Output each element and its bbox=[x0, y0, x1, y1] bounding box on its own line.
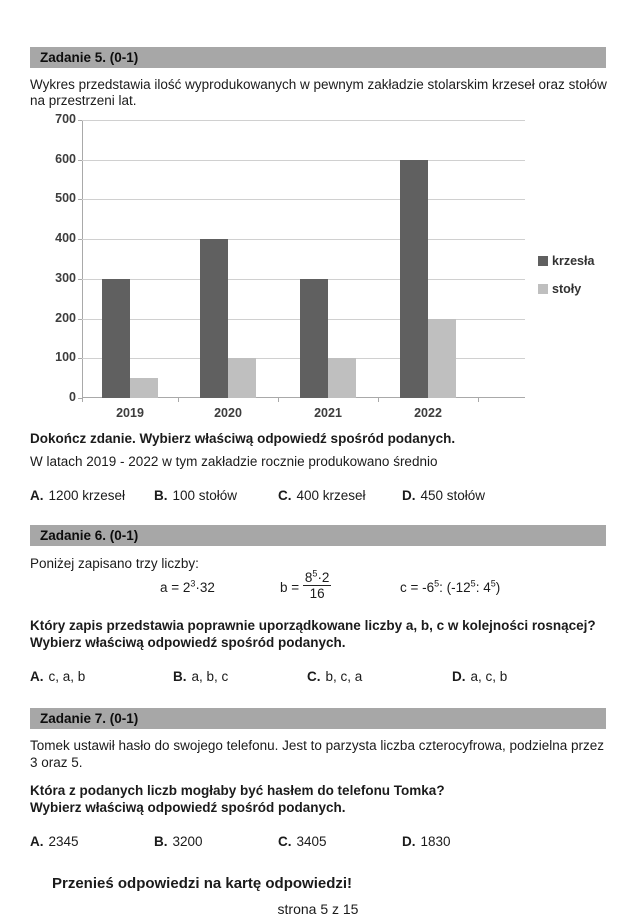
expr-b-num-exponent: 5 bbox=[312, 568, 318, 579]
option-text: b, c, a bbox=[325, 669, 363, 685]
bar-stoły-2019 bbox=[130, 378, 158, 398]
task-7-option-a bbox=[30, 834, 154, 849]
x-axis-tick bbox=[478, 398, 479, 402]
expr-b-numerator bbox=[303, 570, 332, 586]
expression-b bbox=[280, 568, 331, 602]
task-7-header bbox=[30, 708, 606, 729]
page-number: strona 5 z 15 bbox=[277, 901, 359, 917]
y-axis-tick bbox=[78, 160, 82, 161]
option-letter: A. bbox=[30, 834, 44, 850]
option-letter: C. bbox=[278, 487, 292, 503]
expr-b-denominator: 16 bbox=[309, 586, 325, 602]
legend-swatch-icon bbox=[538, 256, 548, 266]
y-axis-tick-label: 700 bbox=[55, 111, 76, 126]
option-text: a, b, c bbox=[191, 669, 229, 685]
task-6-option-c bbox=[307, 669, 452, 684]
expr-b-num-post: ·2 bbox=[317, 570, 330, 586]
option-letter: D. bbox=[402, 834, 416, 850]
expression-c bbox=[400, 580, 500, 595]
task-6-question-line2: Wybierz właściwą odpowiedź spośród podanych. bbox=[30, 634, 346, 650]
legend-label: krzesła bbox=[552, 253, 595, 268]
chart-gridline bbox=[82, 239, 525, 240]
legend-swatch-icon bbox=[538, 284, 548, 294]
bar-krzesła-2021 bbox=[300, 279, 328, 398]
task-5-section bbox=[30, 47, 606, 503]
transfer-answers-note: Przenieś odpowiedzi na kartę odpowiedzi! bbox=[52, 875, 353, 893]
expr-b-pre: b = bbox=[280, 580, 303, 596]
x-axis-category-label: 2019 bbox=[116, 405, 144, 420]
bar-stoły-2021 bbox=[328, 358, 356, 398]
y-axis-tick bbox=[78, 199, 82, 200]
x-axis-tick bbox=[378, 398, 379, 402]
bar-krzesła-2020 bbox=[200, 239, 228, 398]
option-text: 1200 krzeseł bbox=[48, 487, 126, 503]
expr-c-pre: c = -6 bbox=[400, 580, 435, 596]
task-5-sentence: W latach 2019 - 2022 w tym zakładzie rocznie produkowano średnio bbox=[30, 454, 438, 470]
option-letter: A. bbox=[30, 487, 44, 503]
task-6-option-d bbox=[452, 669, 507, 684]
expr-b-num-base: 8 bbox=[304, 570, 313, 586]
task-5-option-c bbox=[278, 488, 402, 503]
expr-c-post: ) bbox=[495, 580, 501, 596]
expression-a bbox=[160, 580, 215, 595]
task-7-header-label: Zadanie 7. (0-1) bbox=[40, 711, 139, 727]
task-6-option-b bbox=[173, 669, 307, 684]
task-5-option-a bbox=[30, 488, 154, 503]
y-axis-tick-label: 0 bbox=[69, 389, 76, 404]
x-axis-tick bbox=[278, 398, 279, 402]
option-text: 3405 bbox=[296, 834, 327, 850]
task-6-option-a bbox=[30, 669, 173, 684]
expr-c-mid-2: : 4 bbox=[475, 580, 491, 596]
bar-krzesła-2019 bbox=[102, 279, 130, 398]
option-letter: B. bbox=[173, 669, 187, 685]
y-axis-tick-label: 300 bbox=[55, 270, 76, 285]
y-axis-tick bbox=[78, 319, 82, 320]
y-axis-tick-label: 200 bbox=[55, 310, 76, 325]
task-6-options bbox=[30, 669, 606, 684]
expr-c-exponent-2: 5 bbox=[470, 578, 476, 589]
expr-a-post: ·32 bbox=[195, 580, 215, 596]
chart-gridline bbox=[82, 160, 525, 161]
task-5-header bbox=[30, 47, 606, 68]
x-axis-category-label: 2020 bbox=[214, 405, 242, 420]
expr-c-mid-1: : (-12 bbox=[439, 580, 471, 596]
expr-a-exponent: 3 bbox=[190, 578, 196, 589]
task-7-intro: Tomek ustawił hasło do swojego telefonu. Jest to parzysta liczba czterocyfrowa, podzielna przez 3 oraz 5. bbox=[30, 738, 605, 770]
task-7-question-line2: Wybierz właściwą odpowiedź spośród podanych. bbox=[30, 799, 346, 815]
x-axis-category-label: 2021 bbox=[314, 405, 342, 420]
chart-gridline bbox=[82, 199, 525, 200]
option-text: 3200 bbox=[172, 834, 203, 850]
bar-stoły-2022 bbox=[428, 319, 456, 398]
task-5-option-d bbox=[402, 488, 485, 503]
expr-b-fraction bbox=[303, 570, 332, 601]
production-chart bbox=[48, 111, 626, 429]
option-letter: C. bbox=[307, 669, 321, 685]
expr-c-exponent-1: 5 bbox=[434, 578, 440, 589]
task-5-options bbox=[30, 488, 606, 503]
x-axis-category-label: 2022 bbox=[414, 405, 442, 420]
legend-label: stoły bbox=[552, 281, 582, 296]
task-5-intro: Wykres przedstawia ilość wyprodukowanych w pewnym zakładzie stolarskim krzeseł oraz stołów na przestrzeni lat. bbox=[30, 77, 607, 109]
task-7-options bbox=[30, 834, 606, 849]
task-7-option-b bbox=[154, 834, 278, 849]
task-5-instruction: Dokończ zdanie. Wybierz właściwą odpowiedź spośród podanych. bbox=[30, 430, 456, 446]
task-5-option-b bbox=[154, 488, 278, 503]
chart-gridline bbox=[82, 120, 525, 121]
task-7-question-line1: Która z podanych liczb mogłaby być hasłem do telefonu Tomka? bbox=[30, 783, 445, 799]
task-6-expressions bbox=[30, 568, 606, 614]
task-6-header-label: Zadanie 6. (0-1) bbox=[40, 527, 139, 543]
x-axis-tick bbox=[178, 398, 179, 402]
y-axis-tick bbox=[78, 120, 82, 121]
y-axis-tick-label: 500 bbox=[55, 191, 76, 206]
option-text: 2345 bbox=[48, 834, 79, 850]
expr-c-exponent-3: 5 bbox=[490, 578, 496, 589]
legend-item-stoły bbox=[538, 282, 581, 296]
y-axis-tick-label: 600 bbox=[55, 151, 76, 166]
option-letter: A. bbox=[30, 669, 44, 685]
option-text: 450 stołów bbox=[420, 487, 486, 503]
option-letter: B. bbox=[154, 834, 168, 850]
task-6-header bbox=[30, 525, 606, 546]
option-letter: B. bbox=[154, 487, 168, 503]
bar-krzesła-2022 bbox=[400, 160, 428, 398]
y-axis-tick-label: 400 bbox=[55, 231, 76, 246]
option-text: a, c, b bbox=[470, 669, 508, 685]
task-7-option-d bbox=[402, 834, 451, 849]
option-letter: C. bbox=[278, 834, 292, 850]
option-letter: D. bbox=[402, 487, 416, 503]
y-axis-tick bbox=[78, 239, 82, 240]
legend-item-krzesła bbox=[538, 254, 594, 268]
option-text: c, a, b bbox=[48, 669, 86, 685]
y-axis-tick bbox=[78, 358, 82, 359]
x-axis-tick bbox=[82, 398, 83, 402]
expr-a-pre: a = 2 bbox=[160, 580, 191, 596]
task-7-option-c bbox=[278, 834, 402, 849]
y-axis-tick bbox=[78, 279, 82, 280]
option-letter: D. bbox=[452, 669, 466, 685]
task-6-intro: Poniżej zapisano trzy liczby: bbox=[30, 555, 199, 571]
task-6-section bbox=[30, 525, 606, 684]
option-text: 1830 bbox=[420, 834, 451, 850]
option-text: 400 krzeseł bbox=[296, 487, 366, 503]
task-5-header-label: Zadanie 5. (0-1) bbox=[40, 50, 139, 65]
task-7-section bbox=[30, 708, 606, 849]
bar-stoły-2020 bbox=[228, 358, 256, 398]
option-text: 100 stołów bbox=[172, 487, 238, 503]
y-axis-tick-label: 100 bbox=[55, 350, 76, 365]
task-6-question-line1: Który zapis przedstawia poprawnie uporządkowane liczby a, b, c w kolejności rosnącej? bbox=[30, 618, 596, 634]
